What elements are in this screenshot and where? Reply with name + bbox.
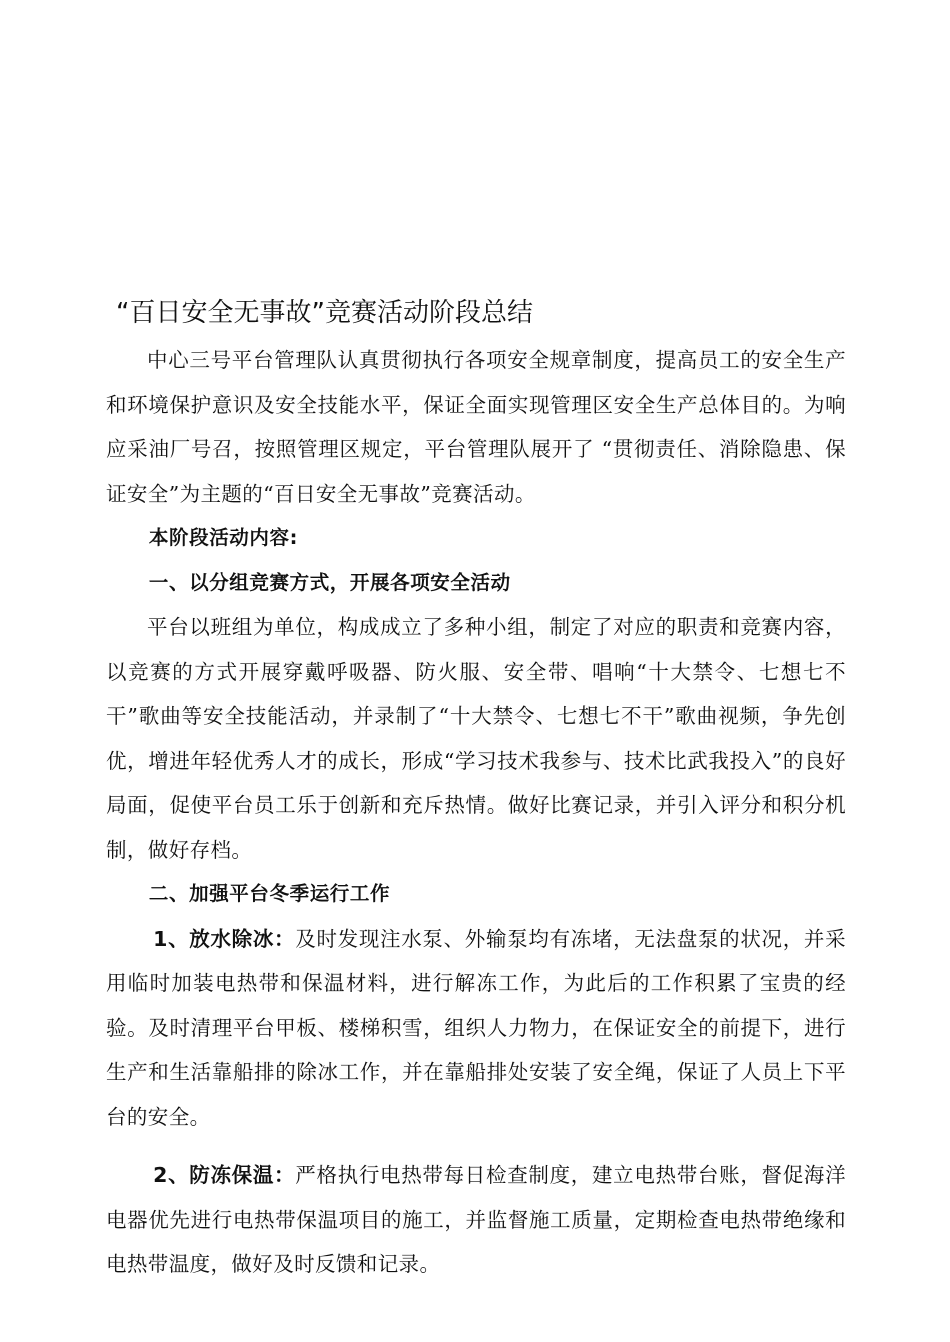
part2-item2-paragraph (106, 1153, 846, 1287)
part1-heading: 一、以分组竞赛方式，开展各项安全活动 (148, 570, 511, 594)
part2-heading: 二、加强平台冬季运行工作 (148, 882, 391, 905)
document-title: “百日安全无事故”竞赛活动阶段总结 (116, 298, 533, 328)
part2-item2-lead: 2、防冻保温： (153, 1163, 296, 1187)
part2-item1-paragraph (106, 917, 846, 1140)
document-body (106, 292, 846, 1287)
part1-paragraph: 平台以班组为单位，构成成立了多种小组，制定了对应的职责和竞赛内容，以竞赛的方式开展穿戴呼吸器、防火服、安全带、唱响“十大禁令、七想七不干”歌曲等安全技能活动，并录制了“十大禁令、七想七不干”歌曲视频，争先创优，增进年轻优秀人才的成长，形成“学习技术我参与、技术比武我投入”的良好局面，促使平台员工乐于创新和充斥热情。做好比赛记录，并引入评分和积分机制，做好存档。 (106, 615, 846, 862)
section-heading: 本阶段活动内容: (148, 526, 298, 549)
part2-item2-text: 严格执行电热带每日检查制度，建立电热带台账，督促海洋电器优先进行电热带保温项目的施工，并监督施工质量，定期检查电热带绝缘和电热带温度，做好及时反馈和记录。 (106, 1163, 846, 1276)
part2-item1-text: 及时发现注水泵、外输泵均有冻堵，无法盘泵的状况，并采用临时加装电热带和保温材料，进行解冻工作，为此后的工作积累了宝贵的经验。及时清理平台甲板、楼梯积雪，组织人力物力，在保证安全的前提下，进行生产和生活靠船排的除冰工作，并在靠船排处安装了安全绳，保证了人员上下平台的安全。 (106, 926, 846, 1129)
part2-item1-lead: 1、放水除冰： (153, 926, 296, 951)
intro-paragraph: 中心三号平台管理队认真贯彻执行各项安全规章制度，提高员工的安全生产和环境保护意识及安全技能水平，保证全面实现管理区安全生产总体目的。为响应采油厂号召，按照管理区规定，平台管理队展开了 “贯彻责任、消除隐患、保证安全”为主题的“百日安全无事故”竞赛活动。 (106, 348, 846, 506)
